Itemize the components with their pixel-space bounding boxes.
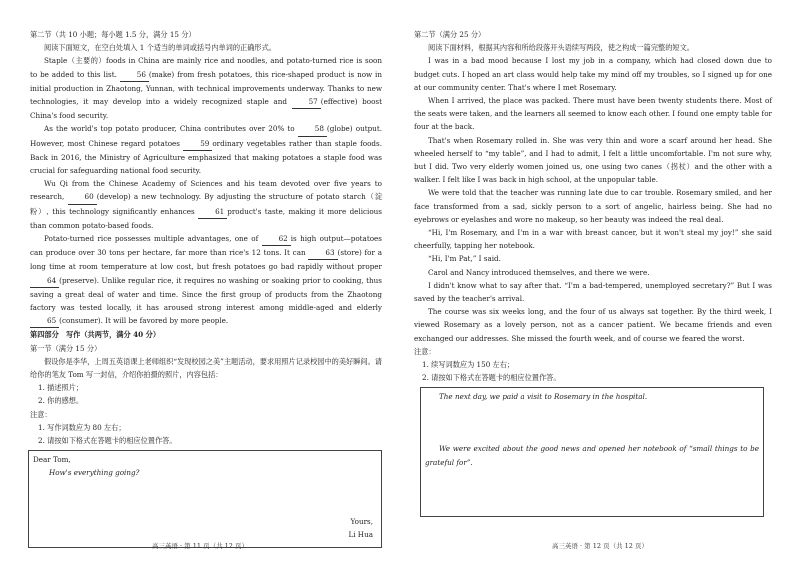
section2-instruction: 阅读下面短文，在空白处填入 1 个适当的单词或括号内单词的正确形式。: [44, 43, 276, 53]
passage-text: (consumer). It will be favored by more people.: [59, 316, 229, 326]
story-paragraph: That's when Rosemary rolled in. She was very thin and wore a scarf around her head. She wheeled herself to “my table”, and I had to admit, I felt a little uncomfortable. I'm not sure why, but I did. Two very elderly women joined us, one using two canes（拐杖）and the other with a walker. I felt like I was back in high school, at the unpopular table.: [414, 135, 772, 185]
passage-text: As the world's top potato producer, China contributes over 20% to: [44, 124, 298, 134]
blank-61: 61: [198, 205, 227, 219]
passage-text: Potato-turned rice possesses multiple advantages, one of: [44, 234, 262, 244]
blank-59: 59: [183, 137, 212, 151]
story-paragraph: When I arrived, the place was packed. There must have been twenty students there. Most of the seats were taken, and the learners all seemed to know each other. I found one empty table for four at the back.: [414, 96, 772, 132]
story-paragraph: I didn't know what to say after that. “I'm a bad-tempered, unemployed secretary?” But I was saved by the teacher's arrival.: [414, 280, 772, 304]
note-item: 1. 写作词数应为 80 左右；: [38, 422, 126, 432]
continuation-instruction: 阅读下面材料，根据其内容和所给段落开头语续写两段，使之构成一篇完整的短文。: [428, 43, 694, 53]
passage-text: (store) for a long time at room temperature at low cost, but fresh potatoes go bad rapidly without proper: [30, 248, 382, 272]
task-point: 1. 描述照片；: [38, 383, 84, 393]
passage-paragraph-3: [30, 177, 382, 232]
passage-text: Wu Qi from the Chinese Academy of Sciences and his team devoted over five years to research,: [30, 179, 382, 202]
passage-paragraph-4: [30, 232, 382, 328]
continuation-answer-box[interactable]: [420, 387, 764, 517]
page-footer: 高三英语 · 第 11 页（共 12 页）: [151, 542, 248, 550]
blank-58: 58: [298, 122, 327, 136]
passage-text: ordinary vegetables rather than staple foods. Back in 2016, the Ministry of Agriculture emphasized that making potatoes a staple food was crucial for safeguarding national food security.: [30, 138, 382, 176]
section2-header: 第二节（满分 25 分）: [414, 30, 486, 39]
story-paragraph: The course was six weeks long, and the four of us always sat together. By the third week, I viewed Rosemary as a lovely person, not as a cancer patient. We became friends and even exchanged our addresses. She missed the fourth week, and of course we feared the worst.: [414, 307, 772, 343]
passage-text: (effective) boost China's food security.: [30, 97, 382, 121]
blank-57: 57: [292, 95, 321, 109]
note-item: 2. 请按如下格式在答题卡的相应位置作答。: [38, 436, 177, 446]
passage-text: (develop) a new technology. By adjusting the structure of potato starch（淀粉）, this technology significantly enhances: [30, 192, 383, 216]
task-point: 2. 你的感想。: [38, 396, 84, 406]
story-paragraph: Carol and Nancy introduced themselves, and there we were.: [428, 267, 650, 277]
letter-answer-box[interactable]: [28, 450, 382, 548]
right-page: [400, 0, 800, 566]
passage-text: (globe) output. However, most Chinese regard potatoes: [30, 124, 382, 148]
letter-signature: Li Hua: [348, 530, 373, 540]
writing-task: 假设你是李华，上周五英语课上老师组织“发现校园之美”主题活动，要求用照片记录校园中的美好瞬间。请给你的笔友 Tom 写一封信，介绍你拍摄的照片，内容包括：: [30, 356, 382, 380]
notes-label: 注意：: [30, 409, 52, 419]
passage-text: (preserve). Unlike regular rice, it requires no washing or soaking prior to cooking, thus saving a great deal of water and time. Since the first group of products from the Zhaotong factory was tested locally, it has aroused strong interest among middle-aged and elderly: [30, 275, 382, 313]
blank-56: 56: [120, 68, 149, 82]
story-paragraph: We were told that the teacher was running late due to car trouble. Rosemary smiled, and her face transformed from a sad, sickly person to a sort of angelic, hairless being. She had no eyebrows or eyelashes and wore no makeup, so her beauty was indeed the real deal.: [414, 188, 772, 224]
story-paragraph: I was in a bad mood because I lost my job in a company, which had closed down due to budget cuts. I hoped an art class would help take my mind off my troubles, so I signed up for one at our community center. That's where I met Rosemary.: [414, 56, 772, 92]
part4-header: 第四部分 写作（共两节，满分 40 分）: [30, 330, 161, 340]
paragraph2-opening: We were excited about the good news and opened her notebook of “small things to be grateful for”.: [425, 444, 759, 467]
passage-text: product's taste, making it more delicious than common potato-based foods.: [30, 206, 382, 230]
section2-header: 第二节（共 10 小题；每小题 1.5 分，满分 15 分）: [30, 30, 196, 39]
blank-65: 65: [30, 314, 59, 328]
notes-label: 注意：: [414, 346, 436, 356]
page-footer: 高三英语 · 第 12 页（共 12 页）: [551, 542, 648, 550]
blank-63: 63: [308, 246, 337, 260]
letter-opening: How's everything going?: [49, 468, 140, 478]
paragraph1-opening: The next day, we paid a visit to Rosemary in the hospital.: [439, 392, 648, 402]
note-item: 2. 请按如下格式在答题卡的相应位置作答。: [422, 373, 561, 383]
blank-60: 60: [68, 190, 97, 204]
story-paragraph: “Hi, I'm Rosemary, and I'm in a war with breast cancer, but it won't steal my joy!” she said cheerfully, tapping her notebook.: [414, 228, 772, 251]
blank-62: 62: [262, 232, 291, 246]
letter-closing: Yours,: [350, 517, 373, 527]
passage-paragraph-1: [30, 54, 382, 122]
story-paragraph: “Hi, I'm Pat,” I said.: [428, 254, 501, 264]
passage-text: Staple（主要的）foods in China are mainly rice and noodles, and potato-turned rice is soon to be added to this list.: [30, 56, 382, 79]
passage-text: (make) from fresh potatoes, this rice-shaped product is now in initial production in Zhaotong, Yunnan, with technical improvements underway. Thanks to new technologies, it may develop into a widely recognized staple and: [30, 69, 382, 107]
section1-header: 第一节（满分 15 分）: [30, 343, 102, 353]
note-item: 1. 续写词数应为 150 左右；: [422, 360, 515, 370]
passage-text: is high output—potatoes can produce over 30 tons per hectare, far more than rice's 12 tons. It can: [30, 234, 382, 258]
blank-64: 64: [30, 274, 59, 288]
passage-paragraph-2: [30, 122, 382, 177]
letter-greeting: Dear Tom,: [33, 455, 71, 465]
